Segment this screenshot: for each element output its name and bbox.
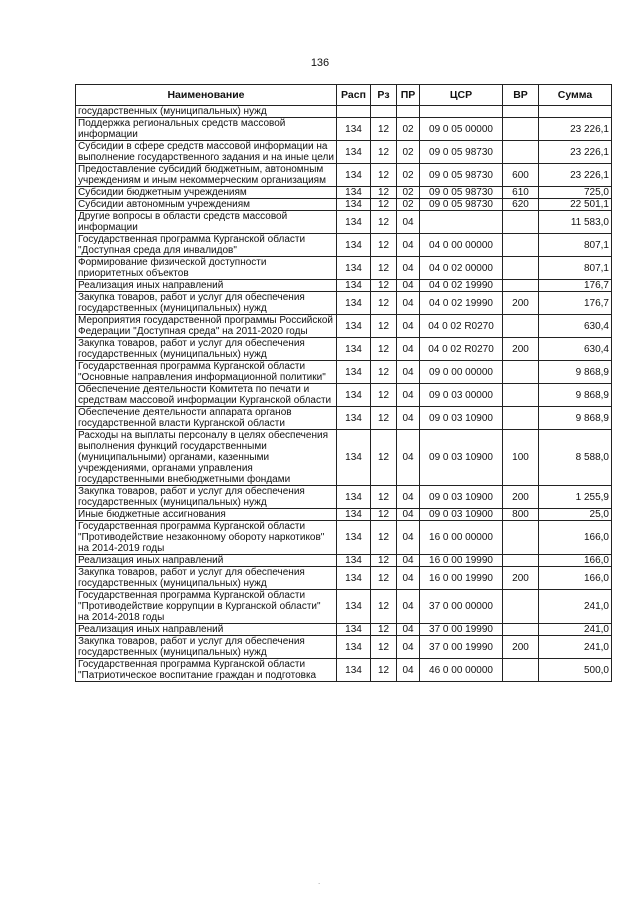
- cell-vr: 610: [503, 187, 539, 199]
- table-row: [76, 567, 612, 590]
- cell-rz: 12: [371, 211, 397, 234]
- budget-table: [75, 84, 612, 682]
- cell-rasp: 134: [337, 338, 371, 361]
- cell-sum: 9 868,9: [539, 384, 612, 407]
- cell-rz: 12: [371, 257, 397, 280]
- header-sum: Сумма: [539, 85, 612, 106]
- cell-pr: 04: [397, 280, 420, 292]
- cell-name: Закупка товаров, работ и услуг для обеспечения государственных (муниципальных) нужд: [76, 292, 337, 315]
- cell-name: Государственная программа Курганской области "Противодействие коррупции в Курганской области" на 2014-2018 годы: [76, 590, 337, 624]
- table-row: [76, 315, 612, 338]
- cell-vr: [503, 141, 539, 164]
- cell-rasp: [337, 106, 371, 118]
- cell-sum: [539, 106, 612, 118]
- cell-rasp: 134: [337, 567, 371, 590]
- cell-vr: [503, 315, 539, 338]
- cell-csr: 04 0 02 19990: [420, 292, 503, 315]
- cell-sum: 241,0: [539, 590, 612, 624]
- cell-vr: [503, 118, 539, 141]
- cell-pr: 04: [397, 509, 420, 521]
- cell-rasp: 134: [337, 521, 371, 555]
- table-row: [76, 118, 612, 141]
- cell-sum: 23 226,1: [539, 118, 612, 141]
- cell-csr: 04 0 00 00000: [420, 234, 503, 257]
- cell-pr: 04: [397, 292, 420, 315]
- cell-name: Закупка товаров, работ и услуг для обеспечения государственных (муниципальных) нужд: [76, 338, 337, 361]
- cell-rasp: 134: [337, 118, 371, 141]
- cell-name: Государственная программа Курганской области "Основные направления информационной политики": [76, 361, 337, 384]
- cell-rasp: 134: [337, 509, 371, 521]
- cell-vr: [503, 361, 539, 384]
- cell-pr: [397, 106, 420, 118]
- cell-vr: 200: [503, 338, 539, 361]
- cell-rz: 12: [371, 567, 397, 590]
- cell-vr: [503, 624, 539, 636]
- cell-rasp: 134: [337, 164, 371, 187]
- cell-pr: 04: [397, 257, 420, 280]
- cell-csr: 04 0 02 00000: [420, 257, 503, 280]
- cell-sum: 1 255,9: [539, 486, 612, 509]
- cell-rz: 12: [371, 555, 397, 567]
- cell-vr: [503, 407, 539, 430]
- cell-pr: 02: [397, 118, 420, 141]
- cell-sum: 25,0: [539, 509, 612, 521]
- cell-vr: [503, 211, 539, 234]
- cell-pr: 04: [397, 567, 420, 590]
- cell-csr: 04 0 02 R0270: [420, 315, 503, 338]
- cell-rz: 12: [371, 292, 397, 315]
- cell-rz: 12: [371, 315, 397, 338]
- cell-rasp: 134: [337, 211, 371, 234]
- header-vr: ВР: [503, 85, 539, 106]
- cell-name: Реализация иных направлений: [76, 555, 337, 567]
- page-mark: .: [318, 877, 321, 886]
- cell-rasp: 134: [337, 234, 371, 257]
- cell-sum: 166,0: [539, 555, 612, 567]
- cell-sum: 9 868,9: [539, 407, 612, 430]
- cell-rasp: 134: [337, 315, 371, 338]
- cell-name: Расходы на выплаты персоналу в целях обеспечения выполнения функций государственными (муниципальными) органами, казенными учреждениями, органами управления государственными внебюджетными фондами: [76, 430, 337, 486]
- cell-rasp: 134: [337, 292, 371, 315]
- cell-csr: 37 0 00 00000: [420, 590, 503, 624]
- cell-name: Государственная программа Курганской области "Патриотическое воспитание граждан и подготовка: [76, 659, 337, 682]
- table-row: [76, 257, 612, 280]
- table-row: [76, 521, 612, 555]
- cell-csr: 16 0 00 00000: [420, 521, 503, 555]
- cell-pr: 04: [397, 407, 420, 430]
- table-row: [76, 234, 612, 257]
- cell-rz: 12: [371, 521, 397, 555]
- cell-sum: 500,0: [539, 659, 612, 682]
- cell-csr: 46 0 00 00000: [420, 659, 503, 682]
- cell-sum: 23 226,1: [539, 164, 612, 187]
- cell-sum: 22 501,1: [539, 199, 612, 211]
- table-row: [76, 430, 612, 486]
- cell-pr: 04: [397, 384, 420, 407]
- cell-sum: 11 583,0: [539, 211, 612, 234]
- cell-sum: 241,0: [539, 636, 612, 659]
- cell-rz: 12: [371, 164, 397, 187]
- cell-sum: 23 226,1: [539, 141, 612, 164]
- cell-sum: 9 868,9: [539, 361, 612, 384]
- cell-vr: [503, 280, 539, 292]
- cell-pr: 04: [397, 315, 420, 338]
- cell-csr: 09 0 05 98730: [420, 199, 503, 211]
- cell-csr: 09 0 03 10900: [420, 430, 503, 486]
- cell-csr: 16 0 00 19990: [420, 555, 503, 567]
- cell-pr: 02: [397, 141, 420, 164]
- cell-rz: 12: [371, 636, 397, 659]
- cell-rasp: 134: [337, 141, 371, 164]
- cell-sum: 176,7: [539, 292, 612, 315]
- cell-name: Иные бюджетные ассигнования: [76, 509, 337, 521]
- cell-sum: 630,4: [539, 338, 612, 361]
- header-csr: ЦСР: [420, 85, 503, 106]
- cell-csr: 04 0 02 R0270: [420, 338, 503, 361]
- cell-rasp: 134: [337, 636, 371, 659]
- table-row: [76, 407, 612, 430]
- cell-sum: 630,4: [539, 315, 612, 338]
- cell-name: Закупка товаров, работ и услуг для обеспечения государственных (муниципальных) нужд: [76, 636, 337, 659]
- cell-pr: 04: [397, 486, 420, 509]
- cell-name: Формирование физической доступности приоритетных объектов: [76, 257, 337, 280]
- table-row: [76, 338, 612, 361]
- cell-rz: 12: [371, 384, 397, 407]
- cell-csr: 09 0 03 00000: [420, 384, 503, 407]
- cell-pr: 04: [397, 636, 420, 659]
- cell-csr: 04 0 02 19990: [420, 280, 503, 292]
- cell-vr: 200: [503, 567, 539, 590]
- cell-vr: 800: [503, 509, 539, 521]
- cell-pr: 04: [397, 338, 420, 361]
- cell-csr: 09 0 05 98730: [420, 187, 503, 199]
- table-row: [76, 384, 612, 407]
- cell-rz: 12: [371, 659, 397, 682]
- cell-rasp: 134: [337, 384, 371, 407]
- cell-vr: [503, 590, 539, 624]
- table-row: [76, 509, 612, 521]
- table-header-row: [76, 85, 612, 106]
- cell-sum: 241,0: [539, 624, 612, 636]
- cell-rz: 12: [371, 338, 397, 361]
- cell-pr: 04: [397, 234, 420, 257]
- cell-sum: 166,0: [539, 521, 612, 555]
- cell-vr: [503, 659, 539, 682]
- cell-pr: 04: [397, 659, 420, 682]
- cell-name: Закупка товаров, работ и услуг для обеспечения государственных (муниципальных) нужд: [76, 567, 337, 590]
- cell-rz: 12: [371, 234, 397, 257]
- table-row: [76, 164, 612, 187]
- cell-rz: 12: [371, 280, 397, 292]
- table-row: [76, 187, 612, 199]
- cell-vr: [503, 234, 539, 257]
- table-row: [76, 486, 612, 509]
- cell-sum: 807,1: [539, 257, 612, 280]
- cell-rz: [371, 106, 397, 118]
- table-row: [76, 590, 612, 624]
- cell-rz: 12: [371, 361, 397, 384]
- cell-rz: 12: [371, 486, 397, 509]
- header-rasp: Расп: [337, 85, 371, 106]
- cell-pr: 04: [397, 590, 420, 624]
- cell-rz: 12: [371, 118, 397, 141]
- cell-csr: 09 0 05 98730: [420, 164, 503, 187]
- cell-rz: 12: [371, 509, 397, 521]
- header-pr: ПР: [397, 85, 420, 106]
- cell-vr: 200: [503, 636, 539, 659]
- cell-rz: 12: [371, 590, 397, 624]
- cell-csr: 09 0 03 10900: [420, 509, 503, 521]
- cell-rasp: 134: [337, 257, 371, 280]
- cell-csr: [420, 106, 503, 118]
- cell-pr: 04: [397, 624, 420, 636]
- table-row: [76, 106, 612, 118]
- cell-rz: 12: [371, 430, 397, 486]
- cell-name: Обеспечение деятельности Комитета по печати и средствам массовой информации Курганской области: [76, 384, 337, 407]
- table-row: [76, 624, 612, 636]
- cell-sum: 166,0: [539, 567, 612, 590]
- cell-csr: 16 0 00 19990: [420, 567, 503, 590]
- header-name: Наименование: [76, 85, 337, 106]
- table-row: [76, 141, 612, 164]
- cell-rasp: 134: [337, 590, 371, 624]
- cell-vr: 600: [503, 164, 539, 187]
- cell-sum: 807,1: [539, 234, 612, 257]
- table-row: [76, 292, 612, 315]
- cell-name: Реализация иных направлений: [76, 624, 337, 636]
- cell-rasp: 134: [337, 659, 371, 682]
- cell-csr: 37 0 00 19990: [420, 624, 503, 636]
- cell-name: государственных (муниципальных) нужд: [76, 106, 337, 118]
- cell-rz: 12: [371, 407, 397, 430]
- cell-rz: 12: [371, 199, 397, 211]
- cell-name: Субсидии автономным учреждениям: [76, 199, 337, 211]
- cell-csr: 09 0 03 10900: [420, 407, 503, 430]
- cell-pr: 04: [397, 211, 420, 234]
- cell-rasp: 134: [337, 407, 371, 430]
- cell-rasp: 134: [337, 361, 371, 384]
- cell-name: Реализация иных направлений: [76, 280, 337, 292]
- cell-csr: 09 0 00 00000: [420, 361, 503, 384]
- table-row: [76, 280, 612, 292]
- cell-vr: 200: [503, 292, 539, 315]
- cell-rz: 12: [371, 624, 397, 636]
- cell-sum: 725,0: [539, 187, 612, 199]
- cell-name: Предоставление субсидий бюджетным, автономным учреждениям и иным некоммерческим организациям: [76, 164, 337, 187]
- cell-name: Обеспечение деятельности аппарата органов государственной власти Курганской области: [76, 407, 337, 430]
- cell-vr: [503, 384, 539, 407]
- cell-rasp: 134: [337, 555, 371, 567]
- table-body: [76, 106, 612, 682]
- cell-csr: 37 0 00 19990: [420, 636, 503, 659]
- cell-pr: 04: [397, 361, 420, 384]
- cell-name: Мероприятия государственной программы Российской Федерации "Доступная среда" на 2011-2020 годы: [76, 315, 337, 338]
- cell-name: Государственная программа Курганской области "Доступная среда для инвалидов": [76, 234, 337, 257]
- cell-pr: 04: [397, 430, 420, 486]
- cell-pr: 04: [397, 521, 420, 555]
- cell-name: Закупка товаров, работ и услуг для обеспечения государственных (муниципальных) нужд: [76, 486, 337, 509]
- cell-vr: [503, 521, 539, 555]
- cell-csr: 09 0 05 00000: [420, 118, 503, 141]
- cell-pr: 04: [397, 555, 420, 567]
- cell-name: Субсидии в сфере средств массовой информации на выполнение государственного задания и на иные цели: [76, 141, 337, 164]
- cell-vr: [503, 106, 539, 118]
- cell-pr: 02: [397, 187, 420, 199]
- cell-name: Субсидии бюджетным учреждениям: [76, 187, 337, 199]
- cell-rz: 12: [371, 141, 397, 164]
- page-number: 136: [310, 57, 330, 69]
- cell-name: Поддержка региональных средств массовой информации: [76, 118, 337, 141]
- cell-rasp: 134: [337, 486, 371, 509]
- cell-name: Другие вопросы в области средств массовой информации: [76, 211, 337, 234]
- cell-csr: [420, 211, 503, 234]
- cell-vr: 620: [503, 199, 539, 211]
- cell-vr: 200: [503, 486, 539, 509]
- cell-name: Государственная программа Курганской области "Противодействие незаконному обороту наркотиков" на 2014-2019 годы: [76, 521, 337, 555]
- cell-pr: 02: [397, 164, 420, 187]
- cell-rasp: 134: [337, 430, 371, 486]
- cell-vr: [503, 257, 539, 280]
- cell-rasp: 134: [337, 199, 371, 211]
- cell-csr: 09 0 03 10900: [420, 486, 503, 509]
- table-row: [76, 361, 612, 384]
- table-row: [76, 199, 612, 211]
- table-row: [76, 659, 612, 682]
- cell-csr: 09 0 05 98730: [420, 141, 503, 164]
- table-row: [76, 636, 612, 659]
- cell-rasp: 134: [337, 624, 371, 636]
- cell-rz: 12: [371, 187, 397, 199]
- table-row: [76, 211, 612, 234]
- cell-pr: 02: [397, 199, 420, 211]
- cell-sum: 8 588,0: [539, 430, 612, 486]
- cell-vr: 100: [503, 430, 539, 486]
- cell-vr: [503, 555, 539, 567]
- cell-rasp: 134: [337, 280, 371, 292]
- cell-rasp: 134: [337, 187, 371, 199]
- table-row: [76, 555, 612, 567]
- header-rz: Рз: [371, 85, 397, 106]
- cell-sum: 176,7: [539, 280, 612, 292]
